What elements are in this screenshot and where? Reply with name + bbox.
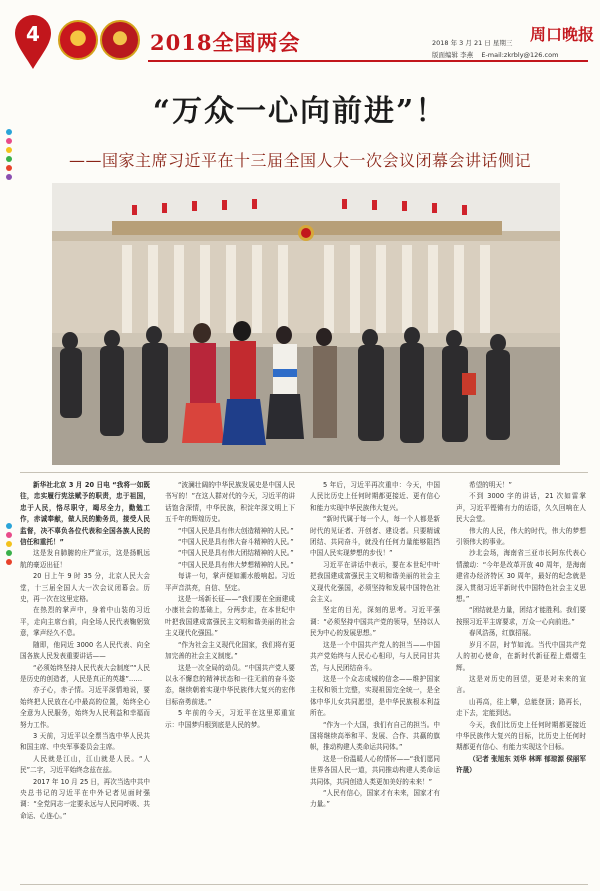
paragraph: 这是一个中国共产党人的担当——中国共产党始终与人民心心相印，与人民同甘共苦，与人民团结奋斗。 [310, 640, 440, 672]
paragraph: 在热烈的掌声中，身着中山装的习近平，走向主席台前，向全场人民代表鞠躬致意，掌声经久不息。 [20, 606, 150, 638]
paragraph: “中国人民是具有伟大团结精神的人民。” [178, 549, 294, 558]
page-number-badge [14, 14, 52, 70]
paragraph: “中国人民是具有伟大奋斗精神的人民。” [178, 538, 294, 547]
editor-line: 版面编辑 李燕 E-mail:zkrbly@126.com [432, 51, 559, 59]
header-rule [148, 60, 588, 62]
article-column-2 [165, 480, 295, 882]
paragraph: 3 天前，习近平以全票当选中华人民共和国主席、中央军事委员会主席。 [20, 731, 150, 752]
paragraph: “团结就是力量，团结才能胜利。我们要按照习近平主席要求，万众一心向前进。” [456, 606, 586, 626]
paragraph: 5 年前的今天，习近平在这里郑重宣示：中国梦归根到底是人民的梦。 [165, 709, 295, 729]
article-column-4 [456, 480, 586, 882]
paragraph: 沙北会场，海南省三亚市长阿东代表心情激动：“今年是改革开放 40 周年，是海南建省办经济特区 30 周年，最好的纪念就是深入贯彻习近平新时代中国特色社会主义思想。” [456, 549, 586, 604]
bottom-rule [20, 884, 588, 885]
paragraph: “作为一个大国，我们有自己的担当。中国将继续高举和平、发展、合作、共赢的旗帜，推动构建人类命运共同体。” [310, 720, 440, 752]
article-subhead: ——国家主席习近平在十三届全国人大一次会议闭幕会讲话侧记 [68, 151, 531, 170]
paragraph: “波澜壮阔的中华民族发展史是中国人民书写的！”在这人群对代的今天，习近平的讲话饱含深情，中华民族，积淀年深文明上下五千年的辉煌历史。 [165, 481, 295, 524]
paragraph: 每讲一句，掌声便如潮水般响起。习近平声音洪亮，自信、坚定。 [165, 572, 295, 592]
paragraph: 伟大的人民，伟大的时代，伟大的梦想引领伟大的事业。 [456, 526, 586, 547]
paragraph: 亦子心，赤子情。习近平深情地说，要始终把人民放在心中最高的位置，始终全心全意为人民服务，始终为人民利益和幸福而努力工作。 [20, 686, 150, 729]
paragraph: 今天，我们比历史上任何时期都更接近中华民族伟大复兴的目标，比历史上任何时期都更有信心、有能力实现这个目标。 [456, 720, 586, 752]
email-address: E-mail:zkrbly@126.com [481, 51, 559, 59]
paragraph: 这是对历史的回望，更是对未来的宣言。 [456, 674, 586, 695]
news-photo [52, 183, 560, 465]
page-header [0, 0, 600, 78]
byline: （记者 张旭东 刘华 林晖 郁琼源 侯丽军 许晟） [456, 754, 586, 775]
paragraph: 春风浩荡，红旗招展。 [469, 629, 535, 638]
paragraph: 新华社北京 3 月 20 日电 “我将一如既往，忠实履行宪法赋予的职责，忠于祖国，忠于人民，恪尽职守，竭尽全力，勤勉工作，赤诚奉献，做人民的勤务员，接受人民监督，决不辜负各位代表和全国各族人民的信任和重托！” [20, 481, 150, 547]
paragraph: 希望的明天！” [469, 481, 512, 489]
paragraph: 这是一场新长征——“我们要在全面建成小康社会的基础上，分两步走，在本世纪中叶把我国建成富强民主文明和谐美丽的社会主义现代化强国。” [165, 595, 295, 638]
article-body [20, 480, 588, 882]
photo-divider [20, 472, 588, 473]
paragraph: 这是一次全局的动员。“中国共产党人要以永不懈怠的精神状态和一往无前的奋斗姿态，继续朝着实现中华民族伟大复兴的宏伟目标奋勇前进。” [165, 663, 295, 706]
newspaper-name: 周口晚报 [530, 25, 595, 44]
great-hall-illustration [52, 183, 560, 465]
paragraph: 2017 年 10 月 25 日，再次当选中共中央总书记的习近平在中外记者见面时强调：“全党同志一定要永远与人民同呼吸、共命运、心连心。” [20, 777, 150, 820]
paragraph: 随即，他同近 3000 名人民代表、向全国各族人民发表重要讲话—— [20, 640, 150, 661]
paragraph: 这是一份温暖人心的情怀——“我们愿同世界各国人民一道，共同推动构建人类命运共同体，共同创造人类更加美好的未来！” [310, 754, 440, 786]
paragraph: 人民就是江山，江山就是人民。“人民”二字，习近平始终念兹在兹。 [20, 754, 150, 775]
paragraph: 岁月不居，时节如流。当代中国共产党人的初心使命，在新时代新征程上熠熠生辉。 [456, 640, 586, 672]
paragraph: 习近平在讲话中表示，要在本世纪中叶把我国建成富强民主文明和谐美丽的社会主义现代化强国，必须坚持和发展中国特色社会主义。 [310, 560, 440, 604]
article-headline: “万众一心向前进”！ [152, 94, 448, 129]
national-emblem-icon [58, 20, 98, 60]
paragraph: 坚定的目光，深刻的思考。习近平强调：“必须坚持中国共产党的领导，坚持以人民为中心的发展思想。” [310, 606, 440, 638]
paragraph: 这是发自肺腑的庄严宣示，这是扬帆远航的豪迈出征！ [20, 549, 150, 569]
paragraph: “作为社会主义现代化国家，我们将有更加完善的社会主义制度。” [165, 640, 295, 661]
section-title: 2018全国两会 [150, 30, 301, 55]
paragraph: “必须始终坚持人民代表大会制度”“人民是历史的创造者，人民是真正的英雄”…… [20, 663, 150, 683]
paragraph: “新时代属于每一个人，每一个人都是新时代的见证者、开创者、建设者。只要精诚团结、共同奋斗，就没有任何力量能够阻挡中国人民实现梦想的步伐！” [310, 515, 440, 558]
side-dots-bottom [6, 520, 16, 568]
cppcc-emblem-icon [100, 20, 140, 60]
paragraph: 这是一个众志成城的信念——维护国家主权和领土完整，实现祖国完全统一，是全体中华儿女共同愿望，是中华民族根本利益所在。 [310, 674, 440, 718]
paragraph: 山再高，往上攀，总能登顶；路再长，走下去，定能到达。 [456, 697, 586, 718]
page-number: 4 [26, 22, 40, 46]
paragraph: 5 年后，习近平再次重申：今天，中国人民比历史上任何时期都更接近、更有信心和能力实现中华民族伟大复兴。 [310, 481, 440, 512]
article-column-3 [310, 480, 440, 882]
paragraph: “中国人民是具有伟大创造精神的人民。” [178, 526, 294, 535]
paragraph: 不到 3000 字的讲话，21 次如雷掌声，习近平铿锵有力的话语，久久回响在人民大会堂。 [456, 492, 586, 524]
date-line: 2018 年 3 月 21 日 星期三 [432, 39, 513, 47]
article-column-1 [20, 480, 150, 882]
paragraph: “中国人民是具有伟大梦想精神的人民。” [178, 560, 294, 569]
paragraph: “人民有信心，国家才有未来，国家才有力量。” [310, 788, 440, 809]
paragraph: 20 日上午 9 时 35 分，北京人民大会堂，十三届全国人大一次会议闭幕会。历史，再一次在这里定格。 [20, 572, 150, 604]
